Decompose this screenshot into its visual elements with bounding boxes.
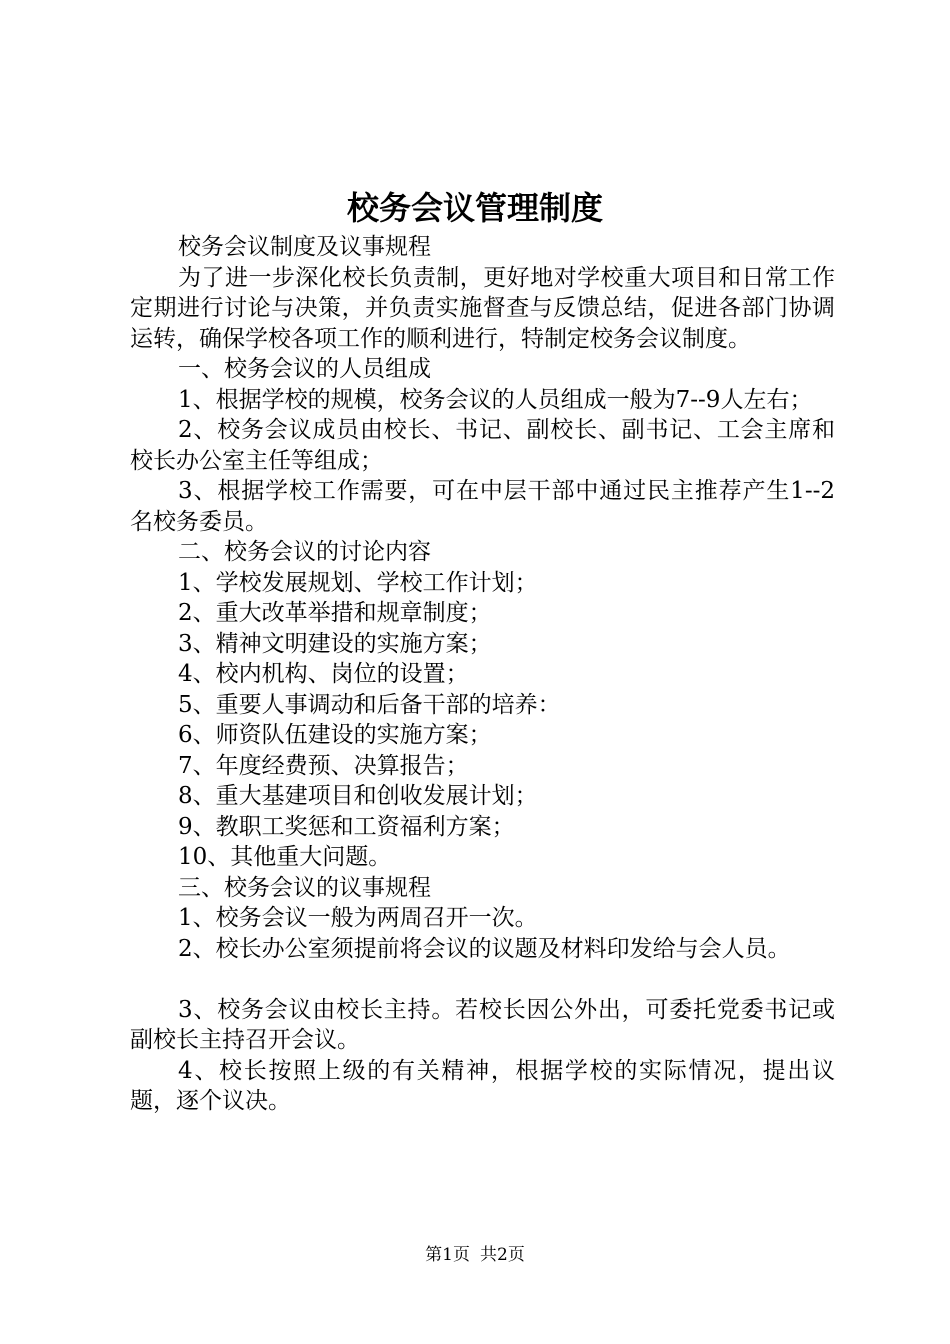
document-title: 校务会议管理制度 xyxy=(346,189,603,227)
paragraph-item: 2、重大改革举措和规章制度； xyxy=(178,600,492,626)
paragraph-item: 6、师资队伍建设的实施方案； xyxy=(178,722,492,748)
paragraph-item: 7、年度经费预、决算报告； xyxy=(178,752,469,779)
page-footer xyxy=(0,1243,950,1267)
document-body xyxy=(130,232,835,1117)
paragraph-item: 3、校务会议由校长主持。若校长因公外出，可委托党委书记或副校长主持召开会议。 xyxy=(130,996,835,1053)
paragraph-item: 1、校务会议一般为两周召开一次。 xyxy=(178,905,538,931)
paragraph-item: 4、校长按照上级的有关精神，根据学校的实际情况，提出议题，逐个议决。 xyxy=(130,1057,835,1114)
paragraph-item: 10、其他重大问题。 xyxy=(178,844,392,870)
paragraph-item: 5、重要人事调动和后备干部的培养： xyxy=(178,691,561,718)
section-heading-1: 一、校务会议的人员组成 xyxy=(178,356,431,382)
section-heading-2: 二、校务会议的讨论内容 xyxy=(178,539,431,565)
paragraph-subtitle: 校务会议制度及议事规程 xyxy=(178,234,431,260)
paragraph-item: 3、根据学校工作需要，可在中层干部中通过民主推荐产生1--2名校务委员。 xyxy=(130,478,835,535)
page-number: 第1页 xyxy=(425,1245,470,1265)
section-heading-3: 三、校务会议的议事规程 xyxy=(178,874,431,901)
paragraph-item: 3、精神文明建设的实施方案； xyxy=(178,630,492,657)
paragraph-item: 9、教职工奖惩和工资福利方案； xyxy=(178,813,515,840)
paragraph-item: 1、根据学校的规模，校务会议的人员组成一般为7--9人左右； xyxy=(178,386,813,413)
blank-line xyxy=(130,964,835,995)
paragraph-intro: 为了进一步深化校长负责制，更好地对学校重大项目和日常工作定期进行讨论与决策，并负责实施督查与反馈总结，促进各部门协调运转，确保学校各项工作的顺利进行，特制定校务会议制度。 xyxy=(130,264,835,352)
paragraph-item: 2、校务会议成员由校长、书记、副校长、副书记、工会主席和校长办公室主任等组成； xyxy=(130,417,835,474)
paragraph-item: 1、学校发展规划、学校工作计划； xyxy=(178,569,538,596)
page-total: 共2页 xyxy=(480,1245,525,1265)
paragraph-item: 2、校长办公室须提前将会议的议题及材料印发给与会人员。 xyxy=(178,935,791,962)
paragraph-item: 4、校内机构、岗位的设置； xyxy=(178,661,469,687)
paragraph-item: 8、重大基建项目和创收发展计划； xyxy=(178,783,538,809)
